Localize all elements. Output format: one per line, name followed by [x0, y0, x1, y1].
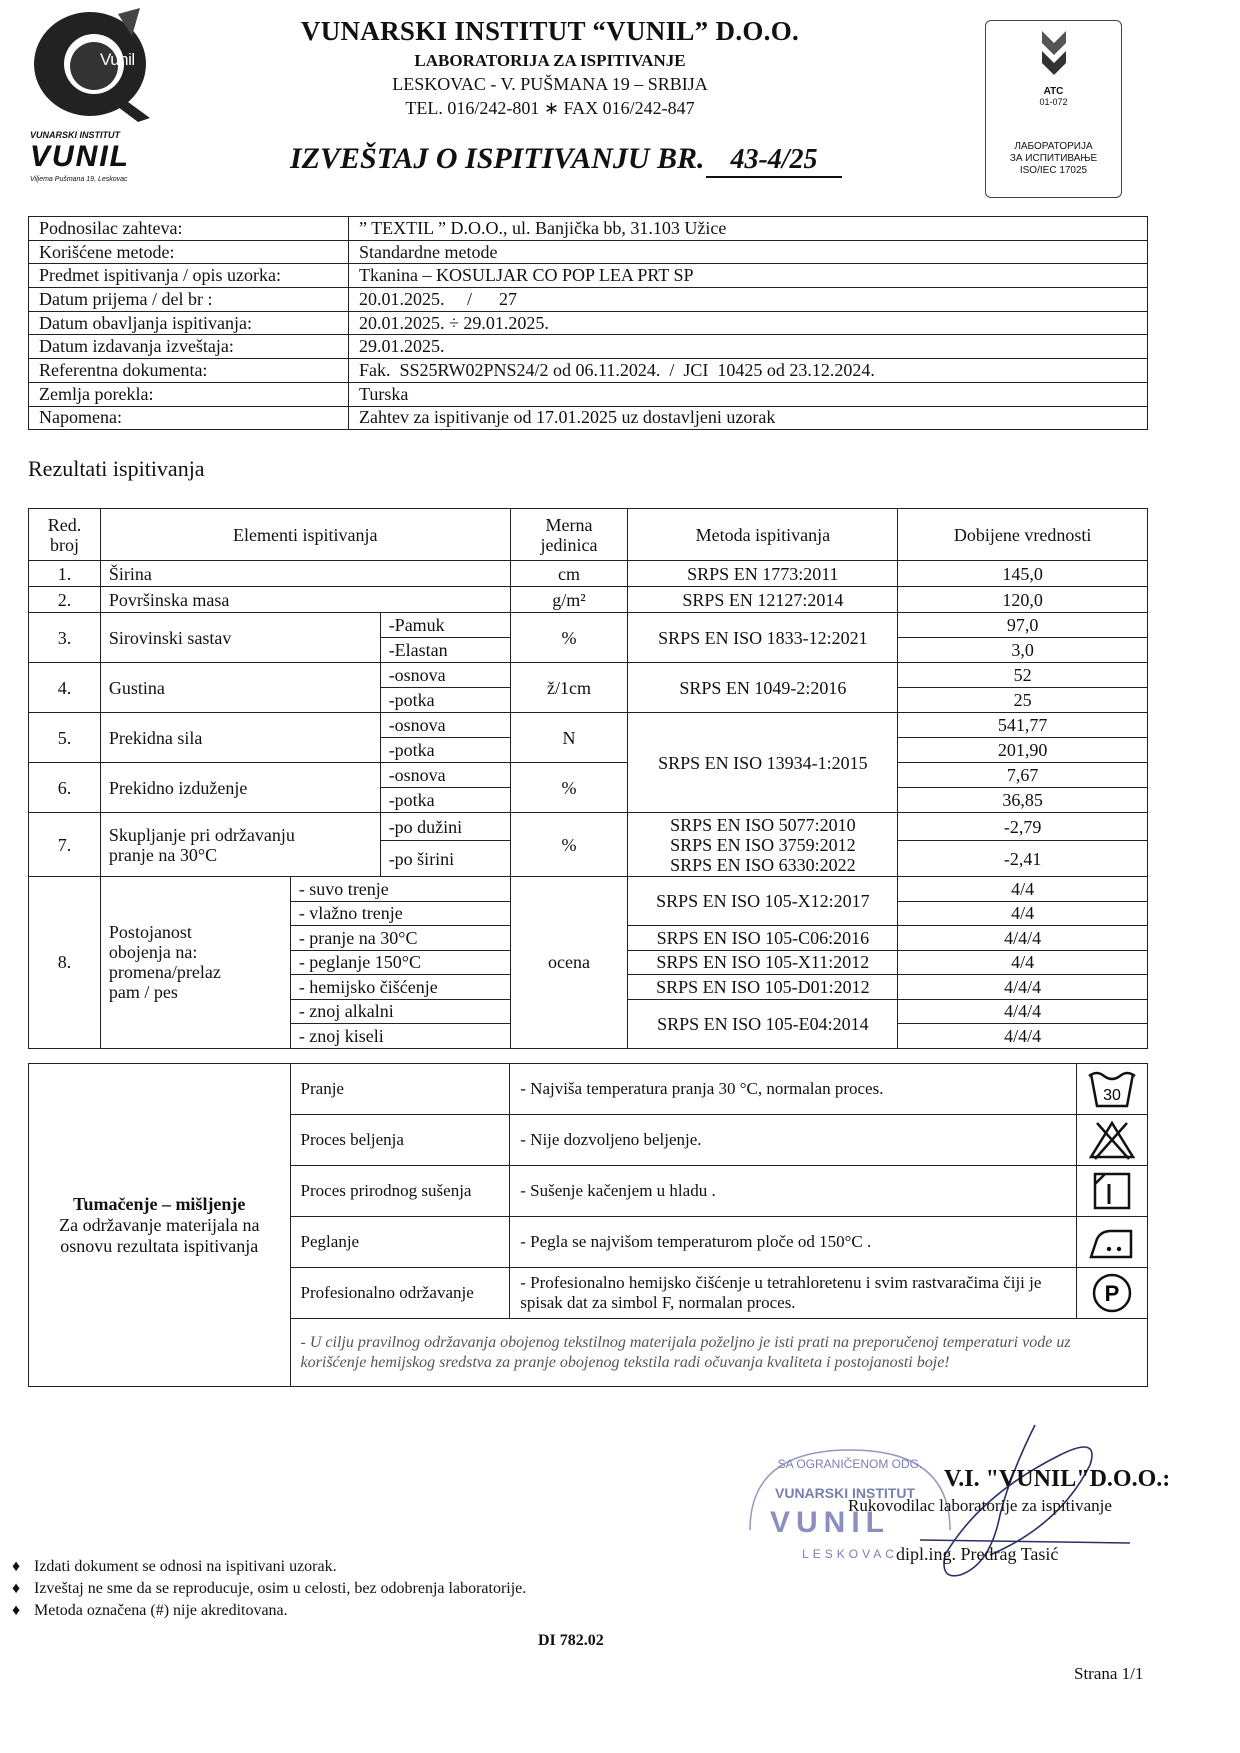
table-row — [29, 877, 1148, 902]
bullet-icon: ♦ — [12, 1580, 21, 1597]
info-label: Napomena: — [29, 406, 349, 430]
value: 3,0 — [898, 638, 1148, 663]
info-row — [29, 240, 1148, 264]
method-line: SRPS EN ISO 6330:2022 — [670, 854, 856, 875]
stamp-city-text: LESKOVAC — [802, 1547, 898, 1561]
sub-element: - vlažno trenje — [290, 901, 510, 926]
info-row — [29, 335, 1148, 359]
value: 25 — [898, 688, 1148, 713]
row-number: 4. — [29, 663, 101, 713]
table-row — [29, 713, 1148, 738]
value: 7,67 — [898, 763, 1148, 788]
sub-element: -Pamuk — [380, 613, 510, 638]
logo-mark-text: Vunil — [100, 50, 135, 69]
method: SRPS EN ISO 105-D01:2012 — [628, 975, 898, 1000]
info-value: 20.01.2025. ÷ 29.01.2025. — [349, 311, 1148, 335]
method: SRPS EN 12127:2014 — [628, 587, 898, 613]
info-value: 20.01.2025. / 27 — [349, 288, 1148, 312]
atc-number: 01-072 — [1039, 97, 1068, 107]
footer-notes — [12, 1556, 526, 1622]
sub-element: -po dužini — [380, 813, 510, 841]
unit: % — [510, 763, 628, 813]
care-text: - Nije dozvoljeno beljenje. — [510, 1115, 1077, 1166]
info-row — [29, 359, 1148, 383]
results-section-title: Rezultati ispitivanja — [28, 456, 205, 481]
value: 541,77 — [898, 713, 1148, 738]
info-value: Turska — [349, 382, 1148, 406]
element-name: Površinska masa — [100, 587, 510, 613]
sub-element: -osnova — [380, 763, 510, 788]
row-number: 3. — [29, 613, 101, 663]
method: SRPS EN ISO 105-E04:2014 — [628, 999, 898, 1048]
row-number: 7. — [29, 813, 101, 877]
care-interpretation-table — [28, 1063, 1148, 1387]
wash-30-icon — [1087, 1068, 1137, 1110]
row-number: 2. — [29, 587, 101, 613]
method-line: SRPS EN ISO 5077:2010 — [670, 814, 856, 835]
company-logo — [28, 6, 158, 181]
logo-wordmark: VUNIL — [30, 140, 130, 173]
element-name — [100, 813, 380, 877]
line-dry-shade-icon — [1087, 1170, 1137, 1212]
table-row — [29, 613, 1148, 638]
value: 4/4 — [898, 950, 1148, 975]
request-info-table — [28, 216, 1148, 430]
care-icon-cell — [1076, 1268, 1147, 1319]
row-number: 6. — [29, 763, 101, 813]
institute-name: VUNARSKI INSTITUT “VUNIL” D.O.O. — [300, 16, 800, 46]
sub-element: -po širini — [380, 841, 510, 877]
unit: cm — [510, 561, 628, 587]
table-row — [29, 587, 1148, 613]
stamp-mid-text: VUNARSKI INSTITUT — [775, 1485, 915, 1501]
unit: ocena — [510, 877, 628, 1049]
bullet-icon: ♦ — [12, 1558, 21, 1575]
element-name-line: obojenja na: — [108, 942, 198, 963]
element-name-line: Postojanost — [108, 922, 192, 943]
atc-line-1: ЛАБОРАТОРИЈА — [1014, 141, 1093, 152]
method: SRPS EN 1773:2011 — [628, 561, 898, 587]
info-label: Referentna dokumenta: — [29, 359, 349, 383]
sub-element: -osnova — [380, 713, 510, 738]
care-label: Proces beljenja — [290, 1115, 510, 1166]
list-item — [12, 1578, 526, 1600]
sub-element: -Elastan — [380, 638, 510, 663]
sub-element: -osnova — [380, 663, 510, 688]
value: 36,85 — [898, 788, 1148, 813]
info-value: Zahtev za ispitivanje od 17.01.2025 uz dostavljeni uzorak — [349, 406, 1148, 430]
info-value: 29.01.2025. — [349, 335, 1148, 359]
info-label: Datum izdavanja izveštaja: — [29, 335, 349, 359]
care-text: - Profesionalno hemijsko čišćenje u tetrahloretenu i svim rastvaračima čiji je spisak dat za simbol F, normalan proces. — [510, 1268, 1077, 1319]
results-table — [28, 508, 1148, 1049]
col-header-value: Dobijene vrednosti — [898, 509, 1148, 561]
sub-element: - pranje na 30°C — [290, 926, 510, 951]
info-row — [29, 382, 1148, 406]
method: SRPS EN ISO 105-X11:2012 — [628, 950, 898, 975]
value: 4/4/4 — [898, 999, 1148, 1024]
institute-address: LESKOVAC - V. PUŠMANA 19 – SRBIJA — [392, 74, 708, 94]
footer-note-text: Izveštaj ne sme da se reproducuje, osim u celosti, bez odobrenja laboratorije. — [34, 1580, 527, 1597]
no-bleach-icon — [1087, 1119, 1137, 1161]
sub-element: -potka — [380, 688, 510, 713]
unit: g/m² — [510, 587, 628, 613]
element-name-line: pam / pes — [108, 982, 178, 1003]
col-header-unit: Merna jedinica — [510, 509, 628, 561]
value: 145,0 — [898, 561, 1148, 587]
info-label: Zemlja porekla: — [29, 382, 349, 406]
logo-line-1: VUNARSKI INSTITUT — [30, 130, 120, 140]
iron-two-dots-icon — [1087, 1221, 1137, 1263]
signatory-name: dipl.ing. Predrag Tasić — [896, 1544, 1059, 1564]
info-label: Datum obavljanja ispitivanja: — [29, 311, 349, 335]
unit: N — [510, 713, 628, 763]
value: 120,0 — [898, 587, 1148, 613]
sub-element: - znoj kiseli — [290, 1024, 510, 1049]
info-value: Fak. SS25RW02PNS24/2 od 06.11.2024. / JCI 10425 od 23.12.2024. — [349, 359, 1148, 383]
table-row — [29, 663, 1148, 688]
info-label: Predmet ispitivanja / opis uzorka: — [29, 264, 349, 288]
sub-element: - peglanje 150°C — [290, 950, 510, 975]
element-name-line: pranje na 30°C — [108, 844, 218, 865]
care-icon-cell — [1076, 1166, 1147, 1217]
value: 4/4 — [898, 877, 1148, 902]
care-title: Tumačenje – mišljenje — [73, 1193, 246, 1214]
value: 201,90 — [898, 738, 1148, 763]
info-row — [29, 311, 1148, 335]
care-row — [29, 1064, 1148, 1115]
col-header-element: Elementi ispitivanja — [100, 509, 510, 561]
professional-clean-p-icon — [1087, 1272, 1137, 1314]
report-number: 43-4/25 — [706, 144, 842, 178]
info-row — [29, 217, 1148, 241]
care-label: Profesionalno održavanje — [290, 1268, 510, 1319]
page-number: Strana 1/1 — [1074, 1664, 1144, 1683]
col-header-no: Red. broj — [29, 509, 101, 561]
table-row — [29, 763, 1148, 788]
info-row — [29, 288, 1148, 312]
care-text: - Pegla se najvišom temperaturom ploče od 150°C . — [510, 1217, 1077, 1268]
info-value: Standardne metode — [349, 240, 1148, 264]
info-row — [29, 406, 1148, 430]
wash-temp-label: 30 — [1103, 1087, 1121, 1104]
care-note: - U cilju pravilnog održavanja obojenog tekstilnog materijala poželjno je isti prati na preporučenoj temperaturi vode uz korišćenje hemijskog sredstva za pranje obojenog tekstila radi očuvanja kvaliteta i postojanosti boje! — [290, 1319, 1147, 1387]
care-label: Pranje — [290, 1064, 510, 1115]
sub-element: - suvo trenje — [290, 877, 510, 902]
value: 4/4 — [898, 901, 1148, 926]
row-number: 1. — [29, 561, 101, 587]
unit: % — [510, 813, 628, 877]
stamp-top-text: SA OGRANIČENOM ODG. — [777, 1457, 923, 1471]
method: SRPS EN 1049-2:2016 — [628, 663, 898, 713]
care-icon-cell — [1076, 1064, 1147, 1115]
info-label: Podnosilac zahteva: — [29, 217, 349, 241]
stamp-vunil-text: VUNIL — [770, 1506, 890, 1539]
value: 97,0 — [898, 613, 1148, 638]
info-value: ” TEXTIL ” D.O.O., ul. Banjička bb, 31.103 Užice — [349, 217, 1148, 241]
lab-name: LABORATORIJA ZA ISPITIVANJE — [414, 51, 686, 70]
sub-element: -potka — [380, 788, 510, 813]
value: -2,79 — [898, 813, 1148, 841]
atc-line-3: ISO/IEC 17025 — [1019, 165, 1088, 176]
sub-element: -potka — [380, 738, 510, 763]
signatory-firm: V.I. "VUNIL"D.O.O.: — [944, 1466, 1171, 1492]
element-name: Gustina — [100, 663, 380, 713]
info-value: Tkanina – KOSULJAR CO POP LEA PRT SP — [349, 264, 1148, 288]
info-row — [29, 264, 1148, 288]
method: SRPS EN ISO 105-C06:2016 — [628, 926, 898, 951]
sub-element: - hemijsko čišćenje — [290, 975, 510, 1000]
info-label: Datum prijema / del br : — [29, 288, 349, 312]
element-name: Sirovinski sastav — [100, 613, 380, 663]
row-number: 5. — [29, 713, 101, 763]
document-code: DI 782.02 — [538, 1632, 604, 1649]
value: 4/4/4 — [898, 926, 1148, 951]
care-subtitle: Za održavanje materijala na osnovu rezultata ispitivanja — [59, 1214, 260, 1256]
method — [628, 813, 898, 877]
element-name-line: Skupljanje pri održavanju — [108, 824, 295, 845]
element-name: Prekidno izduženje — [100, 763, 380, 813]
list-item — [12, 1600, 526, 1622]
table-row — [29, 561, 1148, 587]
unit: % — [510, 613, 628, 663]
footer-note-text: Izdati dokument se odnosi na ispitivani uzorak. — [34, 1558, 337, 1575]
element-name — [100, 877, 290, 1049]
institute-header — [240, 16, 860, 119]
atc-line-2: ЗА ИСПИТИВАЊЕ — [1009, 153, 1098, 164]
method: SRPS EN ISO 1833-12:2021 — [628, 613, 898, 663]
signatory-role: Rukovodilac laboratorije za ispitivanje — [848, 1496, 1112, 1515]
row-number: 8. — [29, 877, 101, 1049]
element-name: Prekidna sila — [100, 713, 380, 763]
dry-clean-letter: P — [1104, 1281, 1120, 1306]
accreditation-badge — [985, 20, 1122, 198]
method-line: SRPS EN ISO 3759:2012 — [670, 834, 856, 855]
list-item — [12, 1556, 526, 1578]
method: SRPS EN ISO 13934-1:2015 — [628, 713, 898, 813]
table-row — [29, 813, 1148, 841]
method: SRPS EN ISO 105-X12:2017 — [628, 877, 898, 926]
institute-phone: TEL. 016/242-801 ∗ FAX 016/242-847 — [405, 98, 695, 118]
atc-logo-icon — [1034, 29, 1074, 79]
care-text: - Najviša temperatura pranja 30 °C, normalan proces. — [510, 1064, 1077, 1115]
element-name-line: promena/prelaz — [108, 962, 221, 983]
info-label: Korišćene metode: — [29, 240, 349, 264]
report-title: IZVEŠTAJ O ISPITIVANJU BR. — [290, 142, 705, 175]
care-opinion-cell — [29, 1064, 291, 1387]
logo-address: Viljema Pušmana 19, Leskovac — [30, 176, 128, 183]
unit: ž/1cm — [510, 663, 628, 713]
value: 4/4/4 — [898, 1024, 1148, 1049]
care-text: - Sušenje kačenjem u hladu . — [510, 1166, 1077, 1217]
footer-note-text: Metoda označena (#) nije akreditovana. — [34, 1602, 288, 1619]
care-icon-cell — [1076, 1217, 1147, 1268]
element-name: Širina — [100, 561, 510, 587]
atc-code: ATC — [1043, 86, 1064, 97]
value: -2,41 — [898, 841, 1148, 877]
col-header-method: Metoda ispitivanja — [628, 509, 898, 561]
bullet-icon: ♦ — [12, 1602, 21, 1619]
vunil-q-logo-icon — [28, 6, 156, 124]
value: 4/4/4 — [898, 975, 1148, 1000]
care-icon-cell — [1076, 1115, 1147, 1166]
care-label: Peglanje — [290, 1217, 510, 1268]
care-label: Proces prirodnog sušenja — [290, 1166, 510, 1217]
results-header-row — [29, 509, 1148, 561]
sub-element: - znoj alkalni — [290, 999, 510, 1024]
value: 52 — [898, 663, 1148, 688]
